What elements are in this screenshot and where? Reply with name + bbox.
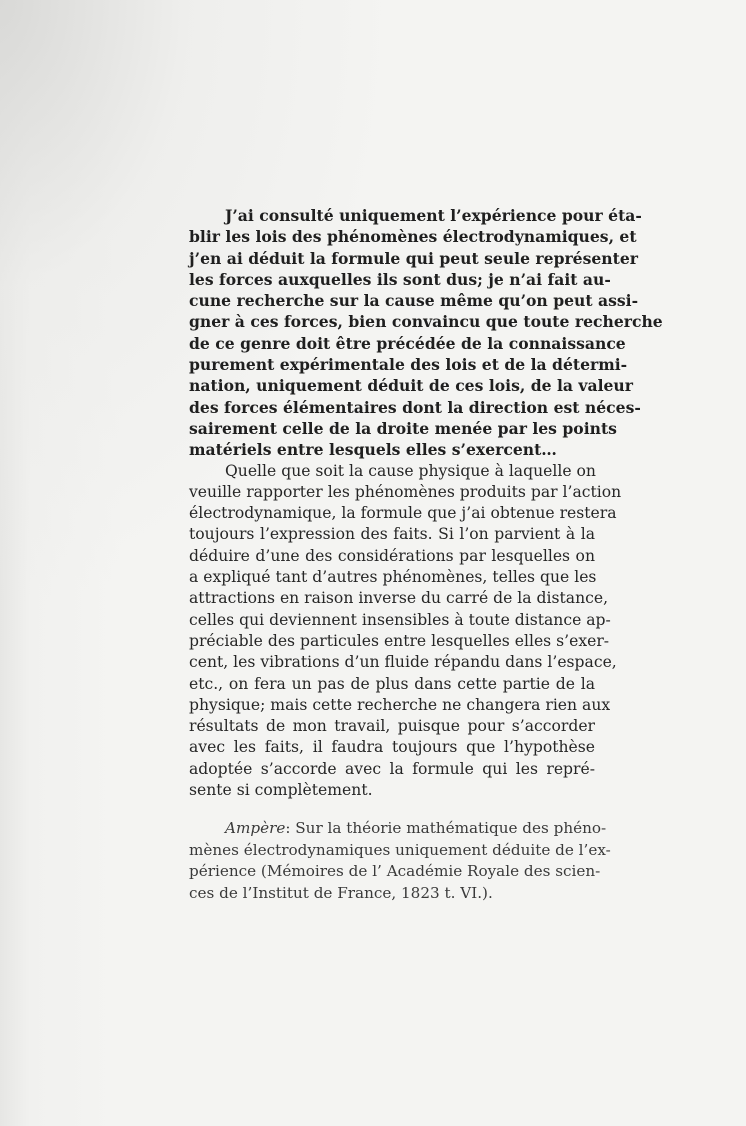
citation-line: mènes électrodynamiques uniquement déduite de l’ex-	[189, 840, 611, 859]
text-line: gner à ces forces, bien convaincu que toute recherche	[189, 312, 663, 332]
text-line: électrodynamique, la formule que j’ai obtenue restera	[189, 504, 617, 523]
text-line: veuille rapporter les phénomènes produits par l’action	[189, 482, 622, 501]
citation-first-line	[189, 818, 607, 840]
text-line: des forces élémentaires dont la direction est néces-	[189, 397, 641, 417]
text-line: blir les lois des phénomènes électrodynamiques, et	[189, 227, 637, 247]
citation-line: périence (Mémoires de l’ Académie Royale des scien-	[189, 862, 601, 881]
text-line: sente si complètement.	[189, 781, 373, 800]
citation-line: ces de l’Institut de France, 1823 t. VI.).	[189, 883, 493, 902]
text-line: déduire d’une des considérations par lesquelles on	[189, 546, 595, 565]
text-line: J’ai consulté uniquement l’expérience pour éta-	[225, 206, 642, 225]
citation-title-start: : Sur la théorie mathématique des phéno-	[285, 819, 607, 838]
text-line: résultats de mon travail, puisque pour s’accorder	[189, 717, 595, 736]
text-line: sairement celle de la droite menée par les points	[189, 418, 617, 438]
text-line: etc., on fera un pas de plus dans cette partie de la	[189, 674, 595, 693]
text-line: les forces auxquelles ils sont dus; je n’ai fait au-	[189, 269, 611, 289]
paragraph-1	[189, 205, 663, 461]
text-line: de ce genre doit être précédée de la connaissance	[189, 333, 626, 353]
text-line: toujours l’expression des faits. Si l’on parvient à la	[189, 525, 595, 544]
text-line: attractions en raison inverse du carré de la distance,	[189, 589, 609, 608]
citation	[189, 818, 611, 904]
text-line: cent, les vibrations d’un fluide répandu dans l’espace,	[189, 653, 617, 672]
citation-author: Ampère	[225, 819, 286, 838]
text-block	[189, 205, 663, 904]
paragraph-2	[189, 461, 622, 802]
text-line: j’en ai déduit la formule qui peut seule représenter	[189, 248, 638, 268]
text-line: a expliqué tant d’autres phénomènes, telles que les	[189, 568, 597, 587]
text-line: purement expérimentale des lois et de la détermi-	[189, 355, 628, 375]
text-line: celles qui deviennent insensibles à toute distance ap-	[189, 610, 611, 629]
text-line: physique; mais cette recherche ne changera rien aux	[189, 695, 611, 714]
text-line: avec les faits, il faudra toujours que l’hypothèse	[189, 738, 595, 757]
text-line: Quelle que soit la cause physique à laquelle on	[225, 461, 596, 480]
text-line: cune recherche sur la cause même qu’on peut assi-	[189, 291, 639, 311]
text-line: nation, uniquement déduit de ces lois, de la valeur	[189, 376, 633, 396]
text-line: adoptée s’accorde avec la formule qui les repré-	[189, 759, 595, 778]
text-line: préciable des particules entre lesquelles elles s’exer-	[189, 631, 610, 650]
text-line: matériels entre lesquels elles s’exercent…	[189, 440, 557, 460]
